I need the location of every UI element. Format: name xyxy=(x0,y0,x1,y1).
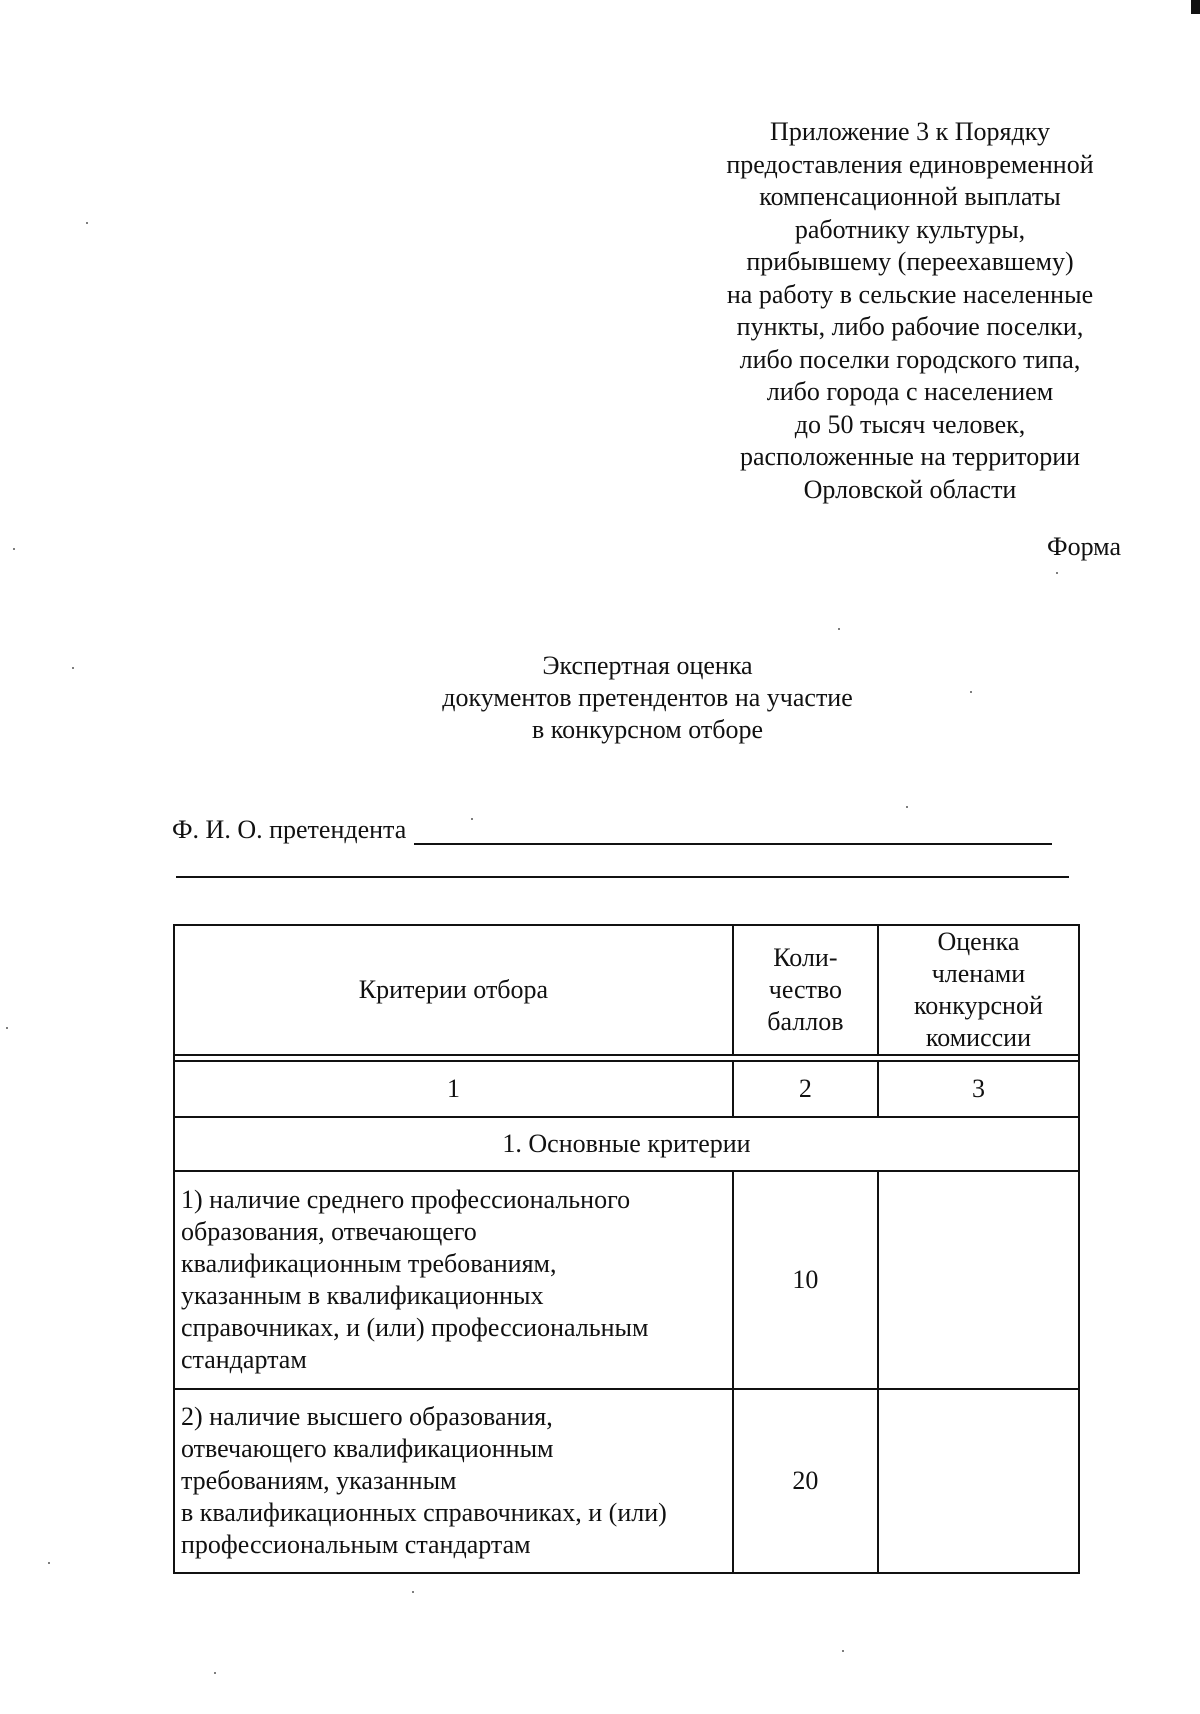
criterion-text xyxy=(174,1389,733,1573)
criterion-line: 1) наличие среднего профессионального xyxy=(181,1185,631,1214)
criterion-evaluation-cell[interactable] xyxy=(878,1389,1079,1573)
scan-speck xyxy=(906,806,908,808)
appendix-line: на работу в сельские населенные xyxy=(726,279,1094,309)
criterion-line: справочниках, и (или) профессиональным xyxy=(181,1313,649,1342)
criterion-line: образования, отвечающего xyxy=(181,1217,477,1246)
header-points-line: чество xyxy=(768,975,843,1004)
criterion-line: квалификационным требованиям, xyxy=(181,1249,557,1278)
header-points xyxy=(733,925,878,1055)
scan-speck xyxy=(412,1591,414,1593)
column-number: 2 xyxy=(733,1061,878,1117)
scan-speck xyxy=(1056,572,1058,574)
header-points-line: Коли- xyxy=(773,943,838,972)
scan-speck xyxy=(86,222,88,224)
scan-speck xyxy=(13,548,15,550)
form-label: Форма xyxy=(1047,532,1121,561)
appendix-line: либо поселки городского типа, xyxy=(739,344,1081,374)
appendix-line: компенсационной выплаты xyxy=(759,182,1061,211)
scan-speck xyxy=(842,1650,844,1652)
appendix-line: работнику культуры, xyxy=(794,214,1026,244)
scan-speck xyxy=(72,667,74,669)
criterion-text xyxy=(174,1171,733,1389)
scan-speck xyxy=(970,691,972,693)
title-line: в конкурсном отборе xyxy=(532,715,763,744)
appendix-line: Орловской области xyxy=(803,474,1017,504)
column-number: 3 xyxy=(878,1061,1079,1117)
criterion-line: отвечающего квалификационным xyxy=(181,1434,554,1463)
appendix-line: расположенные на территории xyxy=(739,442,1081,471)
criteria-table xyxy=(173,924,1080,1574)
criterion-line: указанным в квалификационных xyxy=(181,1281,544,1310)
appendix-line: либо города с населением xyxy=(766,377,1054,406)
appendix-header xyxy=(690,116,1130,506)
applicant-name-field[interactable] xyxy=(414,813,1052,845)
header-points-line: баллов xyxy=(767,1007,844,1036)
scan-speck xyxy=(838,628,840,630)
criterion-line: требованиям, указанным xyxy=(181,1466,457,1495)
scan-corner-mark xyxy=(1191,0,1200,14)
title-line: Экспертная оценка xyxy=(542,651,753,680)
header-evaluation-line: Оценка xyxy=(937,927,1020,956)
applicant-name-row xyxy=(172,813,1052,845)
scan-speck xyxy=(214,1672,216,1674)
applicant-name-label: Ф. И. О. претендента xyxy=(172,815,407,844)
appendix-line: Приложение 3 к Порядку xyxy=(770,117,1050,146)
section-row xyxy=(174,1117,1079,1171)
criterion-line: профессиональным стандартам xyxy=(181,1530,531,1559)
scan-speck xyxy=(6,1027,8,1029)
table-header-row xyxy=(174,925,1079,1055)
column-number-row xyxy=(174,1061,1079,1117)
criterion-points: 20 xyxy=(733,1389,878,1573)
header-evaluation xyxy=(878,925,1079,1055)
header-evaluation-line: комиссии xyxy=(925,1023,1031,1052)
appendix-line: предоставления единовременной xyxy=(726,149,1094,179)
criterion-points: 10 xyxy=(733,1171,878,1389)
header-evaluation-line: членами xyxy=(931,959,1026,988)
header-criteria: Критерии отбора xyxy=(174,925,733,1055)
header-evaluation-line: конкурсной xyxy=(914,991,1043,1020)
criterion-line: 2) наличие высшего образования, xyxy=(181,1402,553,1431)
appendix-line: до 50 тысяч человек, xyxy=(794,409,1026,439)
table-row xyxy=(174,1171,1079,1389)
criterion-evaluation-cell[interactable] xyxy=(878,1171,1079,1389)
section-title: 1. Основные критерии xyxy=(174,1117,1079,1171)
scan-speck xyxy=(471,818,473,820)
appendix-line: прибывшему (переехавшему) xyxy=(746,247,1074,276)
scan-speck xyxy=(48,1562,50,1564)
column-number: 1 xyxy=(174,1061,733,1117)
criterion-line: стандартам xyxy=(181,1345,307,1374)
applicant-name-field-continuation[interactable] xyxy=(176,876,1069,878)
title-line: документов претендентов на участие xyxy=(442,683,853,712)
criterion-line: в квалификационных справочниках, и (или) xyxy=(181,1498,667,1527)
document-title xyxy=(380,650,915,746)
appendix-line: пункты, либо рабочие поселки, xyxy=(736,312,1084,341)
table-row xyxy=(174,1389,1079,1573)
